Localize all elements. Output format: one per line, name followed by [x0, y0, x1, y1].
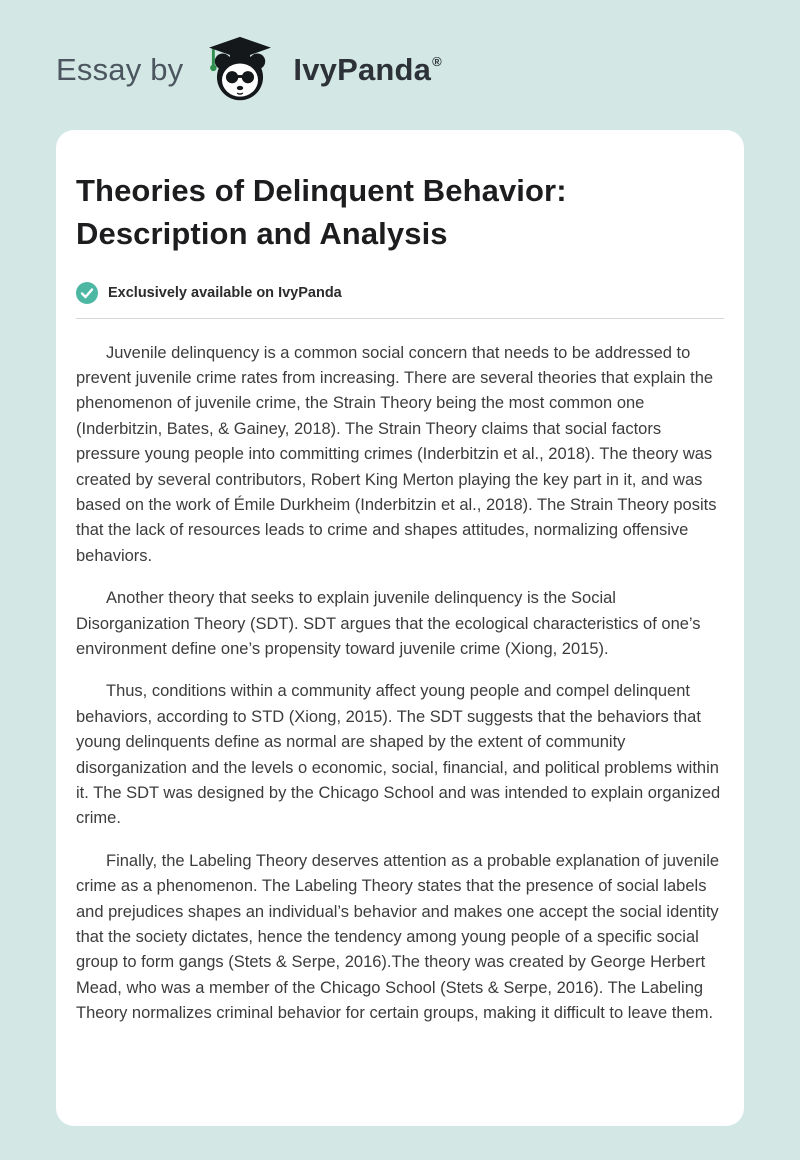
- essay-paragraph: Thus, conditions within a community affect young people and compel delinquent behaviors, according to STD (Xiong, 2015). The SDT suggests that the behaviors that young delinquents define as normal are shaped by the extent of community disorganization and the levels o economic, social, financial, and political problems within it. The SDT was designed by the Chicago School and was intended to explain organized crime.: [76, 682, 721, 828]
- check-icon: [76, 282, 98, 304]
- brand-text: IvyPanda: [293, 52, 432, 87]
- essay-by-label: Essay by: [56, 52, 184, 87]
- page-title: Theories of Delinquent Behavior: Description and Analysis: [76, 173, 567, 251]
- registered-mark: ®: [432, 54, 442, 69]
- graduation-panda-logo: [203, 34, 277, 106]
- essay-card: [56, 130, 744, 1126]
- brand-name: [293, 52, 442, 88]
- essay-paragraph: Finally, the Labeling Theory deserves attention as a probable explanation of juvenile crime as a phenomenon. The Labeling Theory states that the presence of social labels and prejudices shapes an individual’s behavior and makes one accept the social identity that the society dictates, hence the tendency among young people of a specific social group to form gangs (Stets & Serpe, 2016).The theory was created by George Herbert Mead, who was a member of the Chicago School (Stets & Serpe, 2016). The Labeling Theory normalizes criminal behavior for certain groups, making it difficult to leave them.: [76, 851, 720, 1023]
- divider: [76, 318, 724, 319]
- essay-body: [76, 341, 724, 1027]
- availability-label: Exclusively available on IvyPanda: [108, 284, 342, 301]
- essay-paragraph: Juvenile delinquency is a common social concern that needs to be addressed to prevent juvenile crime rates from increasing. There are several theories that explain the phenomenon of juvenile crime, the Strain Theory being the most common one (Inderbitzin, Bates, & Gainey, 2018). The Strain Theory claims that social factors pressure young people into committing crimes (Inderbitzin et al., 2018). The theory was created by several contributors, Robert King Merton playing the key part in it, and was based on the work of Émile Durkheim (Inderbitzin et al., 2018). The Strain Theory posits that the lack of resources leads to crime and shapes attitudes, normalizing offensive behaviors.: [76, 343, 717, 565]
- essay-paragraph: Another theory that seeks to explain juvenile delinquency is the Social Disorganization Theory (SDT). SDT argues that the ecological characteristics of one’s environment define one’s propensity toward juvenile crime (Xiong, 2015).: [76, 589, 701, 658]
- site-header: [0, 0, 800, 104]
- availability-row: [76, 282, 724, 304]
